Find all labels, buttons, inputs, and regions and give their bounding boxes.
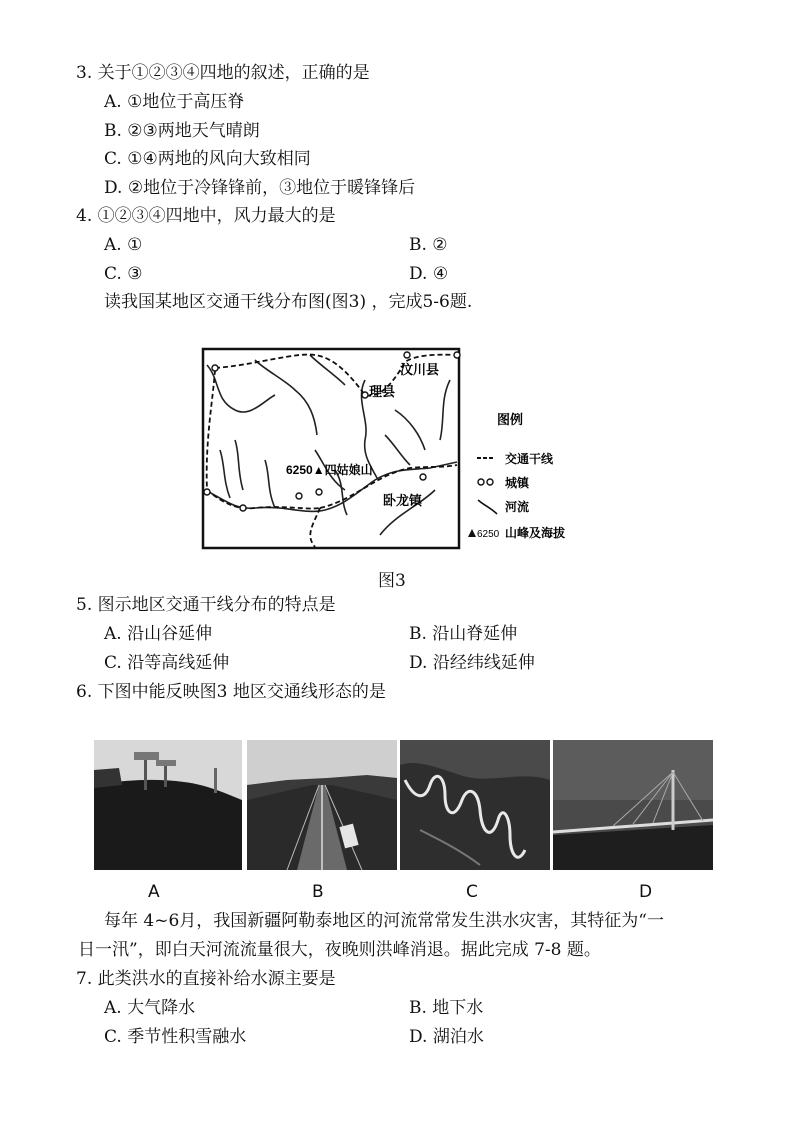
q5-option-a: A. 沿山谷延伸 — [104, 624, 213, 644]
intro-7-8-line-1: 每年 4~6月，我国新疆阿勒泰地区的河流常常发生洪水灾害，其特征为“一 — [104, 911, 664, 931]
intro-7-8-line-2: 日一汛”，即白天河流流量很大，夜晚则洪峰消退。据此完成 7-8 题。 — [78, 940, 601, 960]
q3-option-a: A. ①地位于高压脊 — [104, 92, 245, 112]
q6-stem: 6. 下图中能反映图3 地区交通线形态的是 — [76, 682, 386, 702]
q3-option-b: B. ②③两地天气晴朗 — [104, 121, 260, 141]
photo-b — [247, 740, 397, 870]
legend-title: 图例 — [497, 412, 524, 427]
label-lixian: 理县 — [369, 384, 396, 399]
label-wenchuan: 汶川县 — [400, 362, 440, 377]
q7-option-b: B. 地下水 — [409, 998, 484, 1018]
q7-option-a: A. 大气降水 — [104, 998, 196, 1018]
q5-option-c: C. 沿等高线延伸 — [104, 653, 230, 673]
q5-stem: 5. 图示地区交通干线分布的特点是 — [76, 595, 336, 615]
q3-stem: 3. 关于①②③④四地的叙述，正确的是 — [76, 63, 370, 83]
photo-c-label: C — [466, 882, 478, 902]
label-sigunianshan: 6250▲四姑娘山 — [286, 463, 373, 477]
q3-option-c: C. ①④两地的风向大致相同 — [104, 149, 311, 169]
q5-option-d: D. 沿经纬线延伸 — [409, 653, 535, 673]
figure-3-caption: 图3 — [378, 571, 406, 591]
q4-option-d: D. ④ — [409, 264, 449, 284]
traffic-map-figure — [195, 340, 595, 550]
intro-5-6: 读我国某地区交通干线分布图(图3) ，完成5-6题. — [104, 292, 473, 312]
photo-a — [94, 740, 242, 870]
photo-b-label: B — [312, 882, 324, 902]
q4-option-b: B. ② — [409, 235, 448, 255]
q4-stem: 4. ①②③④四地中，风力最大的是 — [76, 206, 336, 226]
q4-option-a: A. ① — [104, 235, 143, 255]
q4-option-c: C. ③ — [104, 264, 143, 284]
photo-d — [553, 740, 713, 870]
q5-option-b: B. 沿山脊延伸 — [409, 624, 518, 644]
photo-a-label: A — [148, 882, 160, 902]
legend-river-symbol — [478, 500, 497, 514]
legend-peak-icon — [468, 529, 476, 537]
map-frame — [203, 349, 459, 548]
legend-river-label: 河流 — [505, 500, 530, 514]
q3-option-d: D. ②地位于冷锋锋前，③地位于暖锋锋后 — [104, 178, 416, 198]
q7-stem: 7. 此类洪水的直接补给水源主要是 — [76, 969, 336, 989]
photo-c — [400, 740, 550, 870]
legend-peak-label: 山峰及海拔 — [505, 526, 566, 540]
q7-option-d: D. 湖泊水 — [409, 1027, 484, 1047]
photo-d-label: D — [639, 882, 653, 902]
legend-town-label: 城镇 — [505, 476, 530, 490]
legend-road-label: 交通干线 — [505, 452, 554, 466]
roads — [207, 355, 457, 547]
legend-peak-value: 6250 — [477, 529, 500, 540]
legend-town-symbol — [478, 479, 484, 485]
q7-option-c: C. 季节性积雪融水 — [104, 1027, 247, 1047]
label-wolong: 卧龙镇 — [383, 493, 423, 508]
